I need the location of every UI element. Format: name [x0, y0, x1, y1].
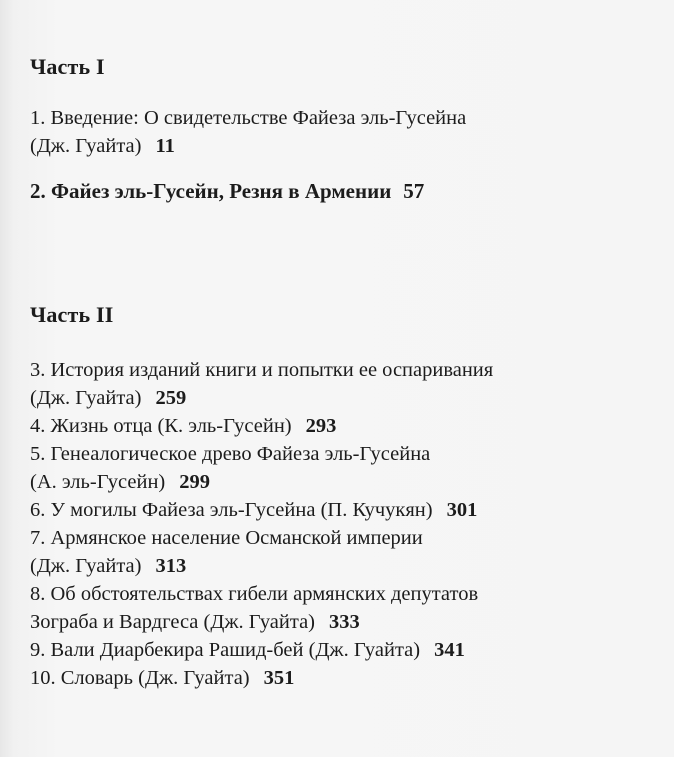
toc-entry-9: [30, 636, 650, 664]
toc-entry-2: [30, 177, 650, 205]
toc-entry-author: (Дж. Гуайта): [30, 555, 142, 577]
toc-entry-title: 9. Вали Диарбекира Рашид-бей (Дж. Гуайта): [30, 639, 421, 661]
toc-entry-author: (А. эль-Гусейн): [30, 471, 166, 493]
toc-entry-page: 351: [263, 667, 295, 689]
toc-entry-title: 10. Словарь (Дж. Гуайта): [30, 667, 250, 689]
toc-entry-page: 299: [179, 471, 211, 493]
toc-entry-page: 259: [155, 387, 187, 409]
toc-entry-title: 1. Введение: О свидетельстве Файеза эль-Гусейна: [30, 107, 467, 129]
toc-entry-page: 341: [434, 639, 465, 661]
toc-entry-3: [30, 356, 650, 412]
toc-part-2: [30, 356, 650, 692]
toc-entry-title: 8. Об обстоятельствах гибели армянских депутатов: [30, 583, 479, 605]
toc-entry-title: 7. Армянское население Османской империи: [30, 527, 423, 549]
toc-entry-5: [30, 440, 650, 496]
toc-entry-10: [30, 664, 650, 692]
toc-entry-1: [30, 104, 650, 160]
toc-entry-8: [30, 580, 650, 636]
toc-entry-title: 2. Файез эль-Гусейн, Резня в Армении: [30, 179, 392, 203]
toc-entry-page: 293: [305, 415, 337, 437]
toc-part-1: [30, 104, 650, 205]
toc-entry-title: 4. Жизнь отца (К. эль-Гусейн): [30, 415, 292, 437]
toc-entry-title: 6. У могилы Файеза эль-Гусейна (П. Кучукян): [30, 499, 433, 521]
toc-entry-7: [30, 524, 650, 580]
toc-entry-page: 333: [329, 611, 360, 633]
toc-entry-title: 5. Генеалогическое древо Файеза эль-Гусейна: [30, 443, 431, 465]
toc-entry-author: (Дж. Гуайта): [30, 387, 142, 409]
toc-entry-page: 301: [446, 499, 478, 521]
toc-entry-page: 313: [155, 555, 187, 577]
toc-entry-4: [30, 412, 650, 440]
toc-entry-6: [30, 496, 650, 524]
toc-entry-page: 11: [155, 135, 175, 157]
toc-entry-title: 3. История изданий книги и попытки ее оспаривания: [30, 359, 494, 381]
toc-entry-author: (Дж. Гуайта): [30, 135, 142, 157]
part-2-heading: Часть II: [30, 302, 114, 327]
toc-entry-author: Зограба и Вардгеса (Дж. Гуайта): [30, 611, 316, 633]
part-1-heading: Часть I: [30, 54, 105, 79]
toc-entry-page: 57: [403, 179, 425, 203]
